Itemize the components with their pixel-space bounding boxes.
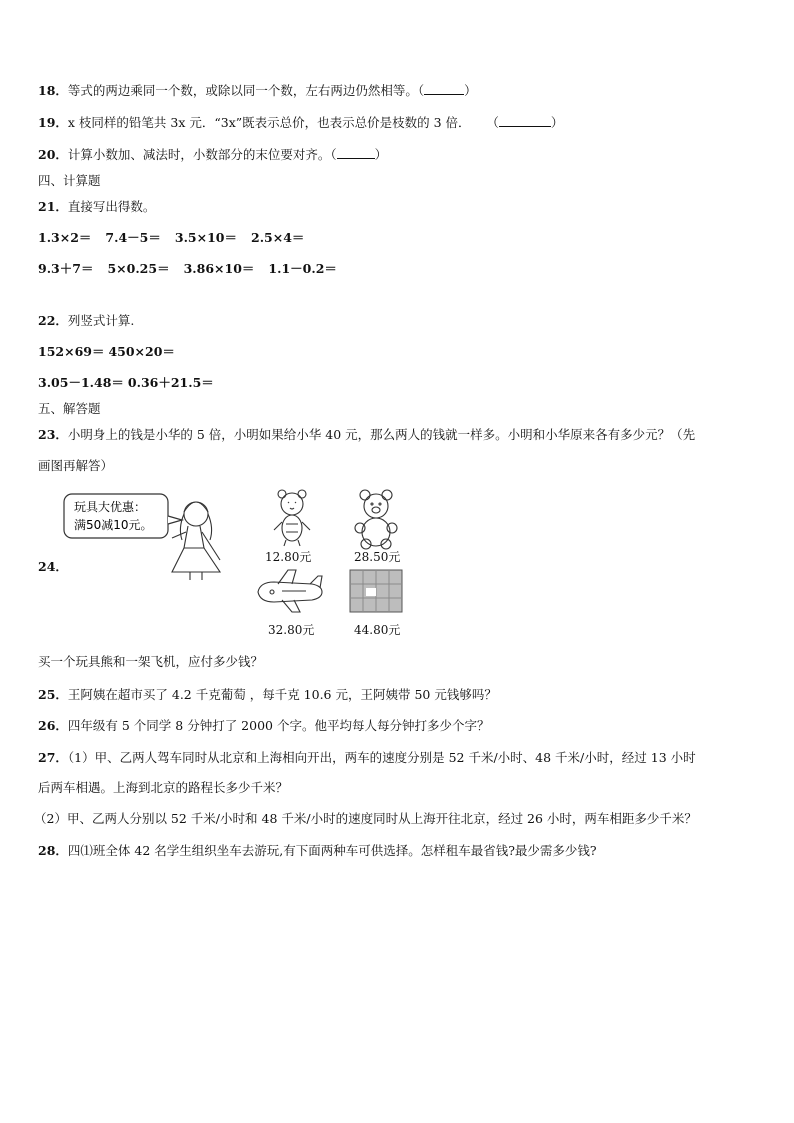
price-airplane: 32.80元	[268, 623, 315, 637]
calc-row-2	[38, 260, 351, 278]
teddy-bear-icon	[355, 490, 397, 549]
expression: 1.3×2＝	[38, 230, 92, 245]
speech-bubble	[64, 494, 182, 538]
bubble-line-2: 满50减10元。	[74, 518, 153, 532]
question-19	[38, 114, 563, 132]
price-bear: 28.50元	[354, 550, 401, 564]
price-tiger: 12.80元	[265, 550, 312, 564]
question-number: 26．	[38, 718, 68, 733]
vertical-calc-row-2	[38, 374, 228, 392]
tiger-toy-icon	[274, 490, 310, 546]
question-21	[38, 198, 155, 216]
question-24-number: 24．	[38, 559, 68, 574]
expression: 0.36＋21.5＝	[127, 375, 214, 390]
expression: 450×20＝	[108, 344, 175, 359]
question-27-part-2: （2）甲、乙两人分别以 52 千米/小时和 48 千米/小时的速度同时从上海开往北京，经过 26 小时，两车相距多少千米？	[34, 811, 697, 826]
question-text: 计算小数加、减法时，小数部分的末位要对齐。（	[67, 147, 337, 162]
question-number: 27．	[38, 750, 68, 765]
question-number: 19．	[38, 115, 68, 130]
girl-illustration	[172, 502, 220, 580]
question-text: x 枝同样的铅笔共 3x 元．“3x”既表示总价，也表示总价是枝数的 3 倍．	[67, 115, 471, 130]
paren-close: ）	[550, 115, 564, 130]
section-heading-calculation: 四、计算题	[38, 173, 101, 188]
question-27-part-1	[38, 749, 696, 767]
question-text: 四⑴班全体 42 名学生组织坐车去游玩,有下面两种车可供选择。怎样租车最省钱?最少需多少钱?	[67, 843, 597, 858]
question-number: 21．	[38, 199, 68, 214]
paren-close: ）	[374, 147, 388, 162]
question-20	[38, 146, 387, 164]
answer-blank[interactable]	[337, 146, 375, 159]
question-text: 王阿姨在超市买了 4.2 千克葡萄 ，每千克 10.6 元，王阿姨带 50 元钱够吗？	[67, 687, 497, 702]
price-puzzle: 44.80元	[354, 623, 401, 637]
question-26	[38, 717, 489, 735]
answer-blank[interactable]	[499, 114, 551, 127]
paren-close: ）	[464, 83, 477, 98]
answer-blank[interactable]	[424, 82, 464, 95]
expression: 3.86×10＝	[183, 261, 255, 276]
question-number: 20．	[38, 147, 68, 162]
expression: 1.1－0.2＝	[268, 261, 337, 276]
expression: 7.4－5＝	[105, 230, 161, 245]
question-28	[38, 842, 597, 860]
section-heading-word-problems: 五、解答题	[38, 401, 101, 416]
question-22	[38, 312, 134, 330]
question-number: 28．	[38, 843, 68, 858]
jigsaw-puzzle-icon	[350, 570, 402, 612]
question-text: 等式的两边乘同一个数，或除以同一个数，左右两边仍然相等。（	[67, 83, 425, 98]
vertical-calc-row-1	[38, 343, 189, 361]
question-number: 18．	[38, 83, 68, 98]
question-number: 22．	[38, 313, 68, 328]
question-text: 列竖式计算.	[67, 313, 135, 328]
expression: 5×0.25＝	[107, 261, 170, 276]
toy-airplane-icon	[258, 570, 322, 612]
question-text: （1）甲、乙两人驾车同时从北京和上海相向开出，两车的速度分别是 52 千米/小时、48 千米/小时，经过 13 小时	[67, 750, 696, 765]
question-23-line-2: 画图再解答）	[38, 458, 114, 473]
question-24-text: 买一个玩具熊和一架飞机，应付多少钱？	[38, 654, 264, 669]
question-text: 小明身上的钱是小华的 5 倍，小明如果给小华 40 元，那么两人的钱就一样多。小明和小华原来各有多少元？（先	[67, 427, 696, 442]
expression: 9.3＋7＝	[38, 261, 94, 276]
expression: 152×69＝	[38, 344, 105, 359]
question-text: 直接写出得数。	[67, 199, 156, 214]
question-25	[38, 686, 497, 704]
question-23-line-1	[38, 426, 695, 444]
question-18	[38, 82, 477, 100]
question-27-part-1-cont: 后两车相遇。上海到北京的路程长多少千米？	[38, 780, 289, 795]
paren-open: （	[492, 115, 499, 130]
question-text: 四年级有 5 个同学 8 分钟打了 2000 个字。他平均每人每分钟打多少个字？	[67, 718, 490, 733]
question-number: 25．	[38, 687, 68, 702]
bubble-line-1: 玩具大优惠：	[74, 500, 147, 514]
expression: 2.5×4＝	[251, 230, 305, 245]
question-number: 23．	[38, 427, 68, 442]
calc-row-1	[38, 229, 318, 247]
expression: 3.5×10＝	[174, 230, 237, 245]
expression: 3.05－1.48＝	[38, 375, 124, 390]
